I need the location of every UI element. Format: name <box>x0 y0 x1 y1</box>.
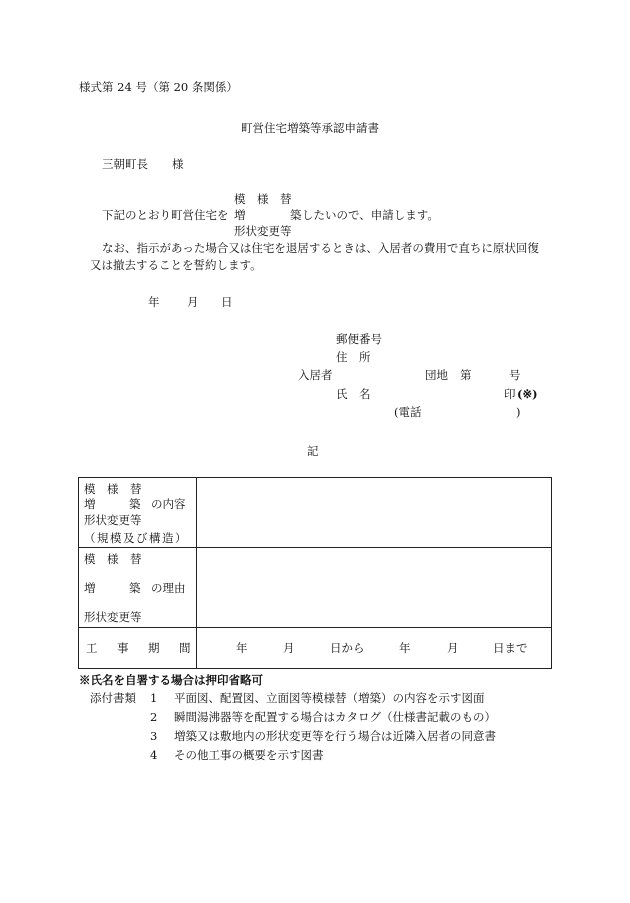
option-remodel: 模 様 替 <box>234 192 292 206</box>
attachment-text-2: 瞬間湯沸器等を配置する場合はカタログ（仕様書記載のもの） <box>174 710 496 724</box>
attachment-text-1: 平面図、配置図、立面図等模様替（増築）の内容を示す図面 <box>174 691 485 705</box>
period-to-month: 月 <box>447 641 459 655</box>
statement-line1-post: したいので、申請します。 <box>302 208 439 222</box>
date-day: 日 <box>221 295 233 309</box>
attachment-text-4: その他工事の概要を示す図書 <box>174 748 324 762</box>
period-label-1: 工 <box>86 641 98 655</box>
go-label: 号 <box>509 368 521 382</box>
postal-code-label: 郵便番号 <box>336 332 382 346</box>
attachment-num-4: 4 <box>150 748 158 762</box>
attachment-num-3: 3 <box>150 729 158 743</box>
period-from-day: 日から <box>330 641 365 655</box>
document-title: 町営住宅増築等承認申請書 <box>241 121 379 135</box>
period-label-4: 間 <box>179 641 191 655</box>
period-label-2: 事 <box>117 641 129 655</box>
content-shape-change: 形状変更等 <box>84 513 142 527</box>
option-shape-change: 形状変更等 <box>234 224 292 238</box>
content-extension-a: 増 <box>84 497 96 511</box>
name-label: 氏 名 <box>336 387 371 401</box>
reason-value-cell[interactable] <box>197 548 552 628</box>
date-year: 年 <box>148 295 160 309</box>
content-label-cell <box>79 478 197 548</box>
attachment-num-2: 2 <box>150 710 158 724</box>
seal-omission-note: ※氏名を自署する場合は押印省略可 <box>79 673 263 687</box>
seal-mark: 印 <box>504 387 516 401</box>
content-scale-structure: （規模及び構造） <box>84 531 188 545</box>
application-table <box>78 477 552 669</box>
period-to-year: 年 <box>399 641 411 655</box>
period-label-cell <box>79 628 197 669</box>
period-to-day: 日まで <box>493 641 528 655</box>
option-extension-2: 築 <box>290 208 302 222</box>
seal-note: (※) <box>517 387 538 401</box>
addressee-honorific: 様 <box>172 157 184 171</box>
period-label-3: 期 <box>148 641 160 655</box>
content-value-cell[interactable] <box>197 478 552 548</box>
ki-heading: 記 <box>307 444 319 458</box>
statement-line3: 又は撤去することを誓約します。 <box>90 258 262 272</box>
reason-shape-change: 形状変更等 <box>84 610 142 624</box>
reason-extension-b: 築 <box>129 581 141 595</box>
attachment-text-3: 増築又は敷地内の形状変更等を行う場合は近隣入居者の同意書 <box>174 729 496 743</box>
statement-line1-pre: 下記のとおり町営住宅を <box>102 208 229 222</box>
content-extension-b: 築 <box>129 497 141 511</box>
content-remodel: 模 様 替 <box>84 482 142 496</box>
reason-suffix: の理由 <box>151 581 186 595</box>
dai-label: 第 <box>460 368 472 382</box>
danchi-label: 団地 <box>425 368 448 382</box>
period-value-cell[interactable] <box>197 628 552 669</box>
reason-remodel: 模 様 替 <box>84 552 142 566</box>
phone-close: ) <box>516 405 521 419</box>
content-suffix: の内容 <box>151 497 186 511</box>
statement-line2: なお、指示があった場合又は住宅を退居するときは、入居者の費用で直ちに原状回復 <box>102 241 539 255</box>
phone-open: (電話 <box>394 405 422 419</box>
reason-extension-a: 増 <box>84 581 96 595</box>
address-label: 住 所 <box>336 350 371 364</box>
attachment-num-1: 1 <box>150 691 158 705</box>
period-from-year: 年 <box>236 641 248 655</box>
attachments-label: 添付書類 <box>90 691 136 705</box>
period-from-month: 月 <box>283 641 295 655</box>
option-extension-1: 増 <box>234 208 246 222</box>
resident-label: 入居者 <box>298 368 333 382</box>
addressee-name: 三朝町長 <box>102 157 148 171</box>
form-number: 様式第 24 号（第 20 条関係） <box>79 80 238 94</box>
date-month: 月 <box>187 295 199 309</box>
reason-label-cell <box>79 548 197 628</box>
